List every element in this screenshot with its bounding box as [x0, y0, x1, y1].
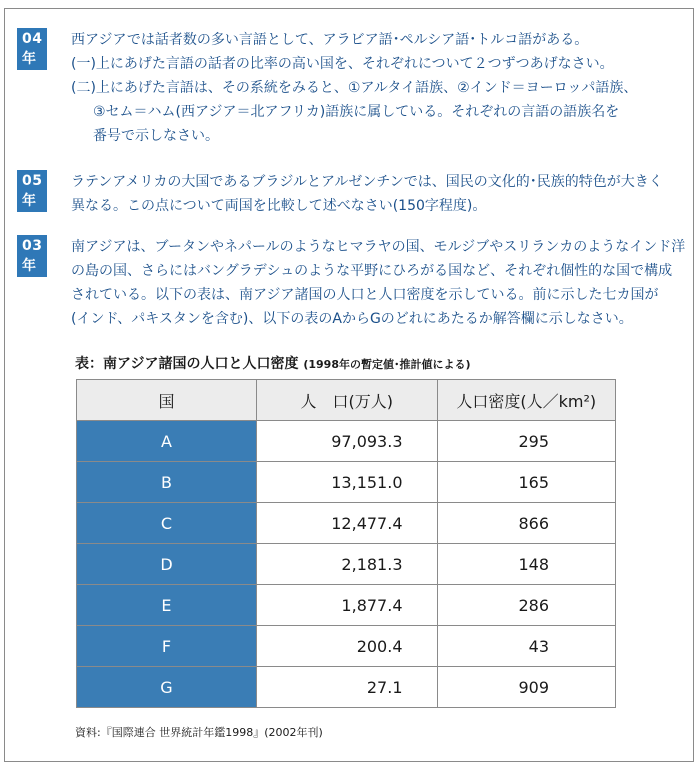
header-country: 国 [77, 380, 257, 421]
year-badge: 04年 [17, 28, 47, 70]
country-cell: C [77, 503, 257, 544]
country-cell: B [77, 462, 257, 503]
country-cell: D [77, 544, 257, 585]
question-line: 異なる。この点について両国を比較して述べなさい(150字程度)。 [71, 198, 487, 214]
table-row [77, 667, 616, 708]
question-line: 西アジアでは話者数の多い言語として、アラビア語･ペルシア語･トルコ語がある。 [71, 32, 589, 48]
density-cell: 286 [437, 585, 616, 626]
population-cell: 1,877.4 [256, 585, 437, 626]
question-line: 南アジアは、ブータンやネパールのようなヒマラヤの国、モルジブやスリランカのようなインド洋 [71, 239, 686, 255]
question-line: ③セム＝ハム(西アジア＝北アフリカ)語族に属している。それぞれの言語の語族名を [93, 104, 620, 120]
question-line: (インド、パキスタンを含む)、以下の表のAからGのどれにあたるか解答欄に示しなさい。 [71, 311, 633, 327]
question-line: (一)上にあげた言語の話者の比率の高い国を、それぞれについて２つずつあげなさい。 [71, 56, 614, 72]
question-line: の島の国、さらにはバングラデシュのような平野にひろがる国など、それぞれ個性的な国で構成 [71, 263, 673, 279]
question-text [71, 170, 683, 218]
density-cell: 295 [437, 421, 616, 462]
population-cell: 200.4 [256, 626, 437, 667]
question-line: ラテンアメリカの大国であるブラジルとアルゼンチンでは、国民の文化的･民族的特色が大きく [71, 174, 663, 190]
table-caption-title: 表：南アジア諸国の人口と人口密度 [75, 356, 299, 372]
table-row [77, 462, 616, 503]
density-cell: 43 [437, 626, 616, 667]
table-row [77, 421, 616, 462]
header-density: 人口密度(人／km²) [437, 380, 616, 421]
population-cell: 27.1 [256, 667, 437, 708]
question-line: 番号で示しなさい。 [93, 128, 219, 144]
density-cell: 909 [437, 667, 616, 708]
density-cell: 866 [437, 503, 616, 544]
question-text [71, 28, 683, 148]
question-text [71, 235, 686, 331]
table-row [77, 503, 616, 544]
table-row [77, 544, 616, 585]
country-cell: E [77, 585, 257, 626]
year-badge: 05年 [17, 170, 47, 212]
header-population: 人 口(万人) [256, 380, 437, 421]
density-cell: 148 [437, 544, 616, 585]
population-cell: 12,477.4 [256, 503, 437, 544]
country-cell: F [77, 626, 257, 667]
table-caption [75, 353, 471, 373]
country-cell: A [77, 421, 257, 462]
table-header-row [77, 380, 616, 421]
density-cell: 165 [437, 462, 616, 503]
population-cell: 97,093.3 [256, 421, 437, 462]
table-row [77, 585, 616, 626]
population-table [76, 379, 616, 708]
question-line: (二)上にあげた言語は、その系統をみると、①アルタイ語族、②インド＝ヨーロッパ語族、 [71, 80, 638, 96]
table-caption-note: (1998年の暫定値･推計値による) [303, 358, 471, 371]
question-line: されている。以下の表は、南アジア諸国の人口と人口密度を示している。前に示した七カ国が [71, 287, 659, 303]
country-cell: G [77, 667, 257, 708]
population-cell: 2,181.3 [256, 544, 437, 585]
population-cell: 13,151.0 [256, 462, 437, 503]
table-row [77, 626, 616, 667]
year-badge: 03年 [17, 235, 47, 277]
source-note: 資料:『国際連合 世界統計年鑑1998』(2002年刊) [75, 726, 323, 739]
